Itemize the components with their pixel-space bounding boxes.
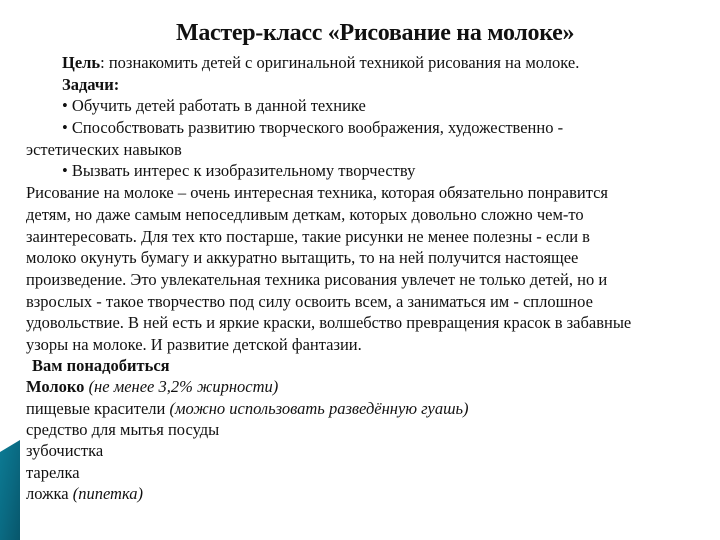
material-note: (можно использовать разведённую гуашь) bbox=[169, 399, 469, 418]
task-item-continuation: эстетических навыков bbox=[26, 140, 182, 159]
material-note: (пипетка) bbox=[72, 484, 144, 503]
tasks-heading: Задачи: bbox=[62, 75, 120, 94]
material-item bbox=[26, 463, 80, 483]
paragraph-line: произведение. Это увлекательная техника рисования увлечет не только детей, но и bbox=[26, 270, 608, 289]
slide-title: Мастер-класс «Рисование на молоке» bbox=[176, 20, 575, 46]
paragraph-line: Рисование на молоке – очень интересная техника, которая обязательно понравится bbox=[26, 183, 609, 202]
material-name: ложка bbox=[26, 484, 69, 503]
material-name: зубочистка bbox=[26, 441, 104, 460]
material-note: (не менее 3,2% жирности) bbox=[88, 377, 279, 396]
material-item bbox=[26, 377, 278, 397]
material-name: средство для мытья посуды bbox=[26, 420, 220, 439]
goal-line bbox=[62, 53, 579, 73]
task-item: • Обучить детей работать в данной технике bbox=[62, 96, 366, 115]
material-item bbox=[26, 399, 469, 419]
paragraph-line: заинтересовать. Для тех кто постарше, такие рисунки не менее полезны - если в bbox=[26, 227, 590, 246]
paragraph-line: детям, но даже самым непоседливым деткам, которых довольно сложно чем-то bbox=[26, 205, 584, 224]
paragraph-line: взрослых - такое творчество под силу освоить всем, а заниматься им - сплошное bbox=[26, 292, 593, 311]
paragraph-line: молоко окунуть бумагу и аккуратно вытащить, то на ней получится настоящее bbox=[26, 248, 579, 267]
materials-heading: Вам понадобиться bbox=[32, 356, 170, 375]
paragraph-line: узоры на молоке. И развитие детской фантазии. bbox=[26, 335, 362, 354]
task-item: • Способствовать развитию творческого воображения, художественно - bbox=[62, 118, 564, 137]
material-item bbox=[26, 420, 219, 440]
paragraph-line: удовольствие. В ней есть и яркие краски, волшебство превращения красок в забавные bbox=[26, 313, 632, 332]
goal-text: : познакомить детей с оригинальной техникой рисования на молоке. bbox=[100, 53, 580, 72]
task-item: • Вызвать интерес к изобразительному творчеству bbox=[62, 161, 416, 180]
goal-label: Цель bbox=[62, 53, 101, 72]
material-name: Молоко bbox=[26, 377, 85, 396]
material-name: тарелка bbox=[26, 463, 80, 482]
material-name: пищевые красители bbox=[26, 399, 166, 418]
material-item bbox=[26, 441, 103, 461]
material-item bbox=[26, 484, 143, 504]
